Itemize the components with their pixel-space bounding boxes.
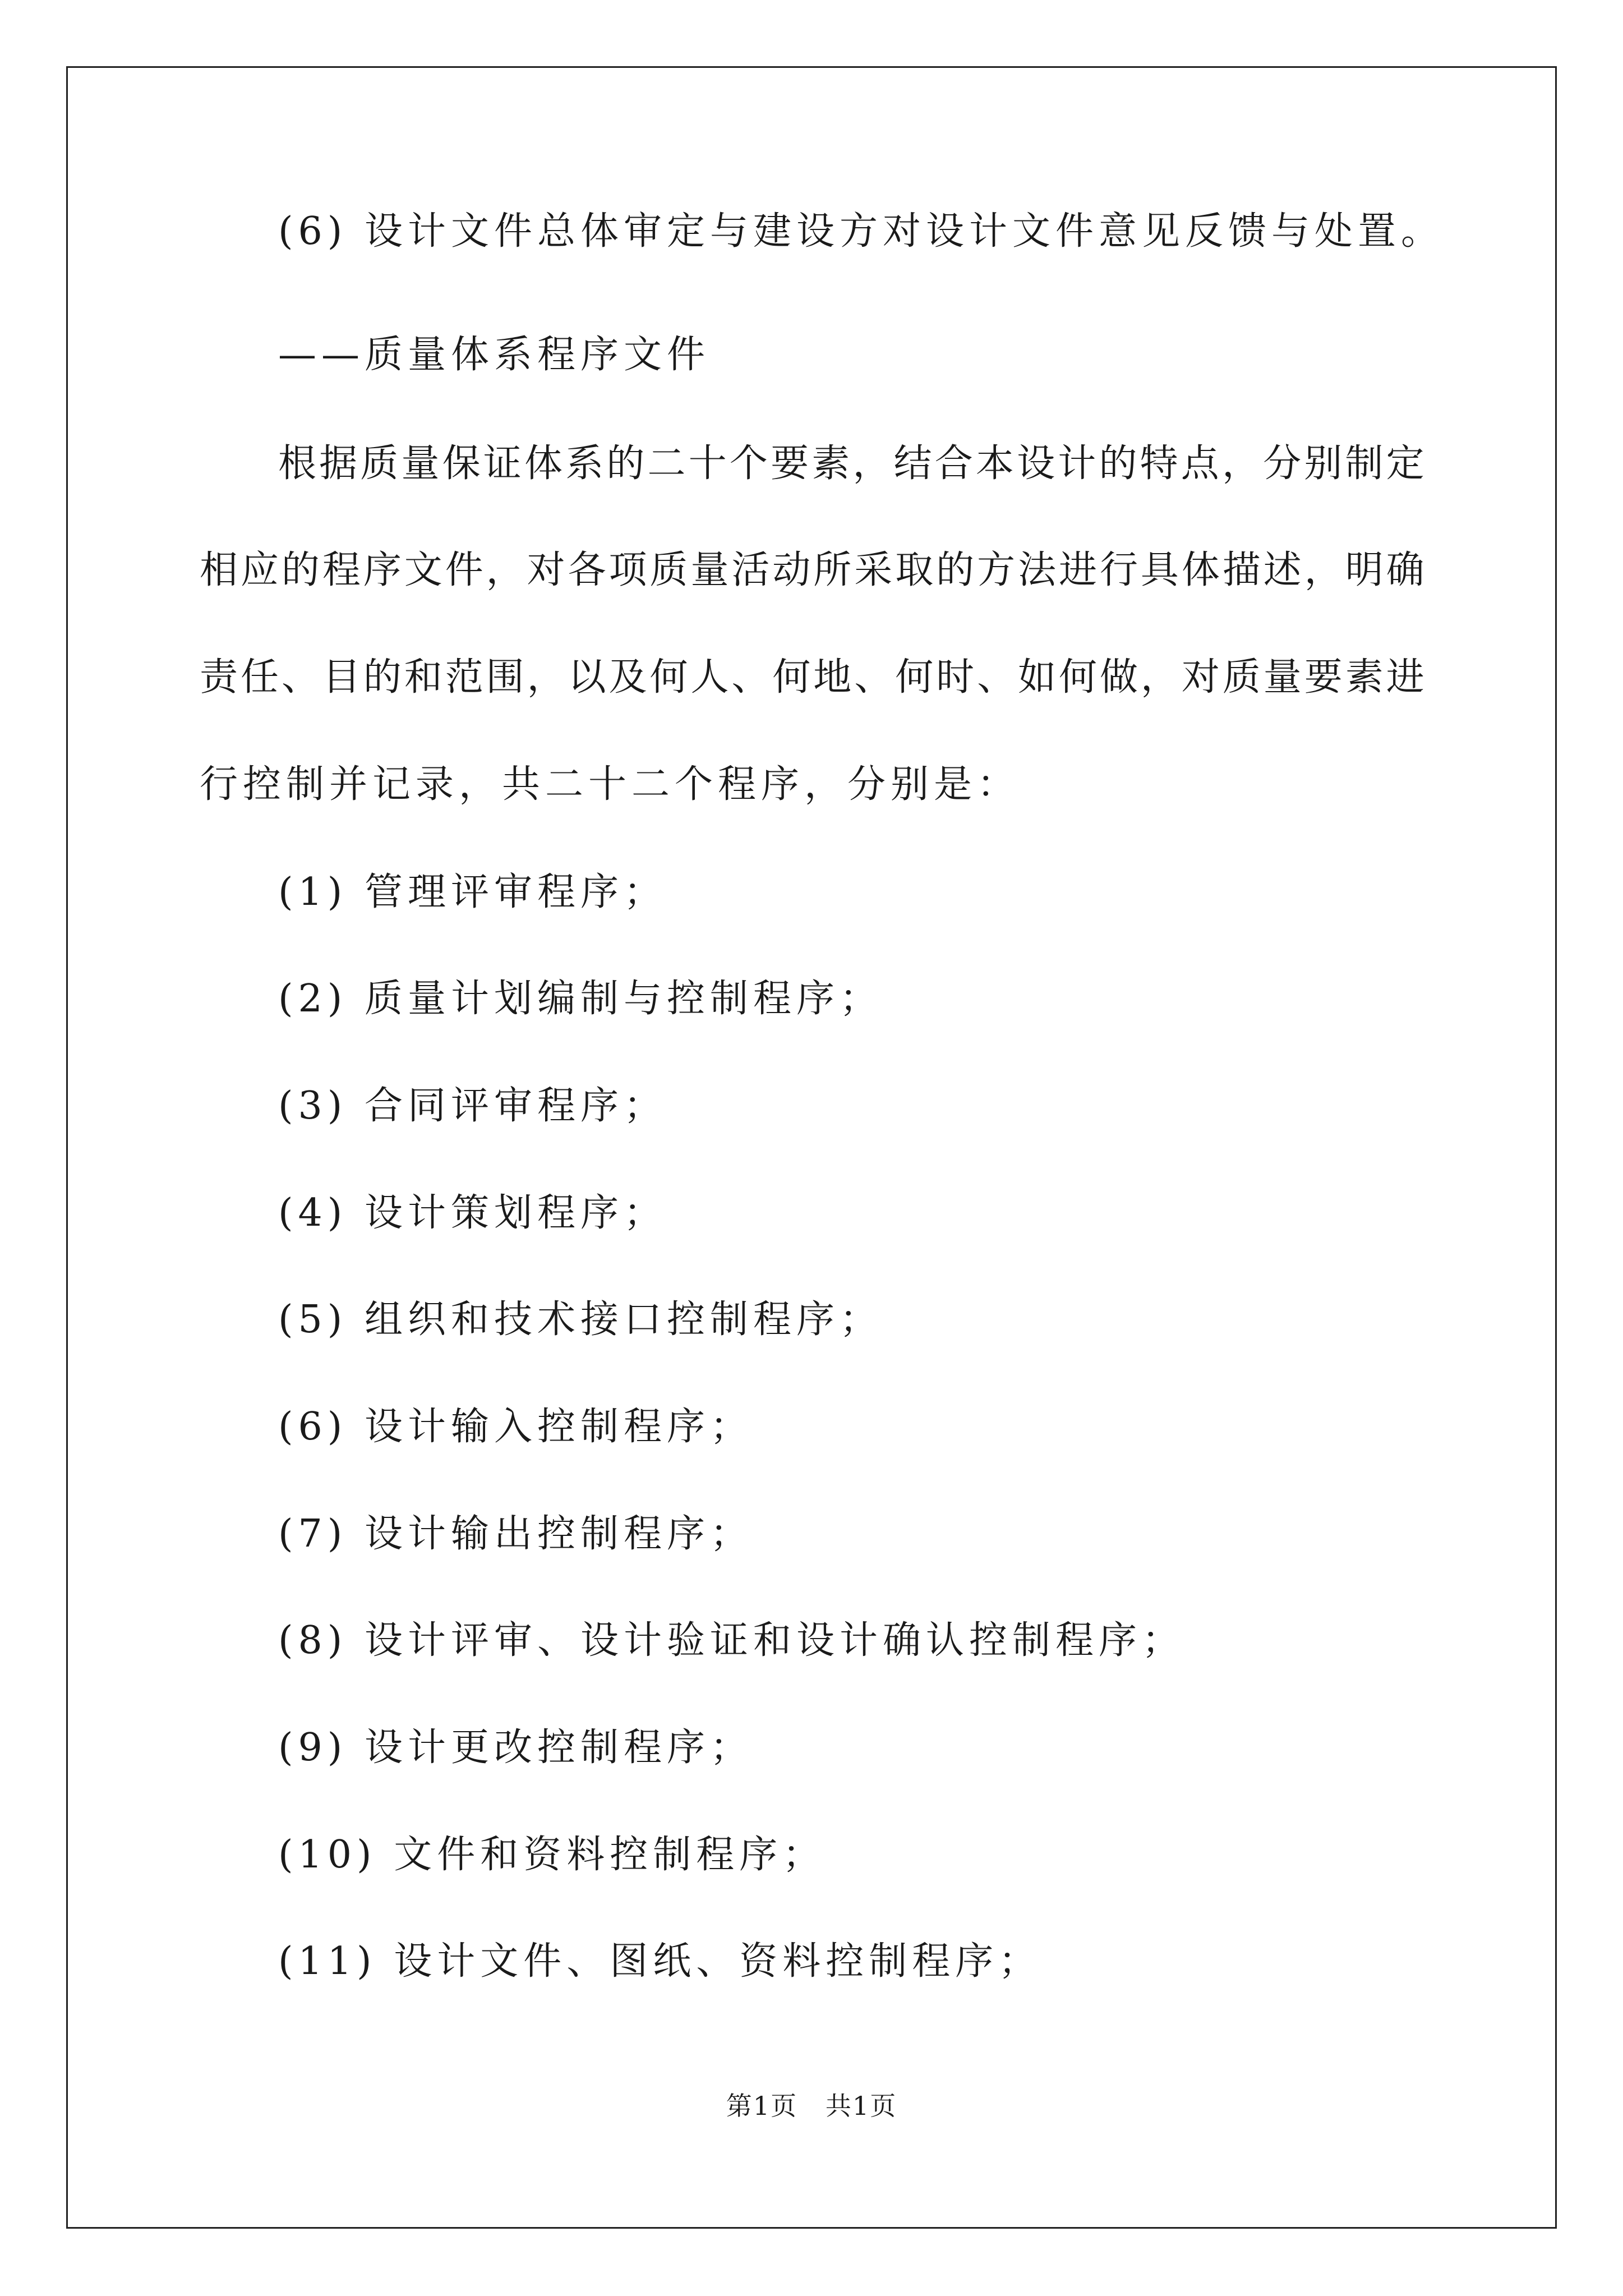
section-heading-procedure-files: ——质量体系程序文件 <box>278 333 711 377</box>
list-item: (4) 设计策划程序； <box>278 1191 667 1235</box>
list-item: (11) 设计文件、图纸、资料控制程序； <box>278 1939 1042 1984</box>
list-item: (8) 设计评审、设计验证和设计确认控制程序； <box>278 1618 1185 1663</box>
body-line-1: 根 据 质 量 保 证 体 系 的 二 十 个 要 素 ， 结 合 本 设 计 的 特 点 ， 分 别 制 定 <box>278 441 1424 486</box>
page-border <box>66 66 1557 2229</box>
list-item: (3) 合同评审程序； <box>278 1084 667 1128</box>
page-number-footer: 第1页 共1页 <box>726 2091 897 2121</box>
list-item: (9) 设计更改控制程序； <box>278 1726 753 1770</box>
list-item: (1) 管理评审程序； <box>278 870 667 914</box>
paragraph-item-6-feedback: (6) 设计文件总体审定与建设方对设计文件意见反馈与处置。 <box>278 209 1444 254</box>
list-item: (2) 质量计划编制与控制程序； <box>278 977 883 1021</box>
body-line-2: 相 应 的 程 序 文 件 ， 对 各 项 质 量 活 动 所 采 取 的 方 法 进 行 具 体 描 述 ， 明 确 <box>200 548 1424 592</box>
body-line-4: 行控制并记录，共二十二个程序，分别是： <box>200 762 1021 807</box>
list-item: (7) 设计输出控制程序； <box>278 1512 753 1556</box>
list-item: (6) 设计输入控制程序； <box>278 1405 753 1449</box>
list-item: (10) 文件和资料控制程序； <box>278 1833 826 1877</box>
body-line-3: 责 任 、 目 的 和 范 围 ， 以 及 何 人 、 何 地 、 何 时 、 如 何 做 ， 对 质 量 要 素 进 <box>200 655 1424 700</box>
list-item: (5) 组织和技术接口控制程序； <box>278 1297 883 1342</box>
